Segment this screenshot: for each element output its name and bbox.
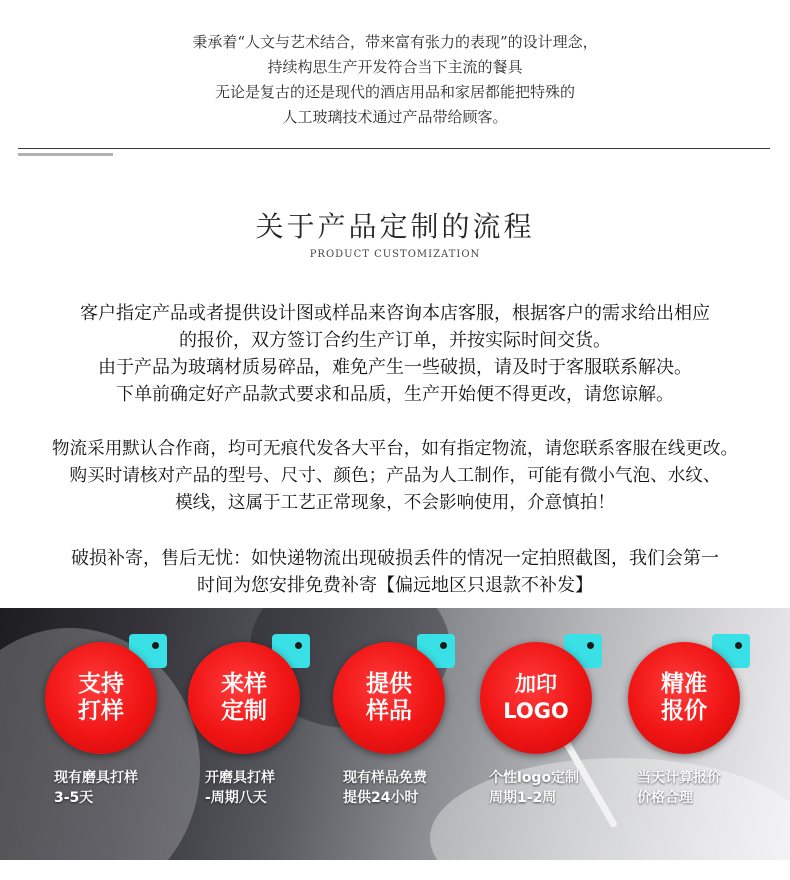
service-caption: 个性logo定制 周期1-2周: [489, 770, 580, 806]
service-badge-label: 提供 样品: [366, 671, 412, 724]
service-caption: 开磨具打样 -周期八天: [205, 770, 275, 806]
paragraph-line: 物流采用默认合作商，均可无痕代发各大平台，如有指定物流，请您联系客服在线更改。: [51, 439, 739, 459]
process-paragraph: [0, 300, 790, 408]
service-badge-label: 加印 LOGO: [503, 672, 569, 723]
paragraph-line: 的报价，双方签订合约生产订单，并按实际时间交货。: [179, 330, 611, 351]
paragraph-line: 破损补寄，售后无忧：如快递物流出现破损丢件的情况一定拍照截图，我们会第一: [71, 548, 719, 569]
services-banner: [0, 608, 790, 860]
divider-accent: [18, 153, 113, 156]
section-title: 关于产品定制的流程: [255, 210, 535, 243]
logistics-paragraph: [0, 436, 790, 517]
service-badge-custom: [188, 634, 308, 754]
intro-line: 持续构思生产开发符合当下主流的餐具: [267, 58, 523, 76]
divider-line: [18, 148, 770, 149]
paragraph-line: 购买时请核对产品的型号、尺寸、颜色；产品为人工制作，可能有微小气泡、水纹、: [69, 466, 721, 486]
service-badge-label: 来样 定制: [221, 671, 267, 724]
paragraph-line: 下单前确定好产品款式要求和品质，生产开始便不得更改，请您谅解。: [116, 384, 674, 405]
paragraph-line: 由于产品为玻璃材质易碎品，难免产生一些破损，请及时于客服联系解决。: [98, 357, 692, 378]
section-subtitle: PRODUCT CUSTOMIZATION: [309, 249, 481, 260]
service-badge-label: 支持 打样: [78, 671, 124, 724]
service-caption: 现有磨具打样 3-5天: [54, 770, 138, 806]
background-blur: [430, 758, 790, 860]
intro-line: 秉承着“人文与艺术结合，带来富有张力的表现”的设计理念，: [192, 33, 598, 51]
paragraph-line: 客户指定产品或者提供设计图或样品来咨询本店客服，根据客户的需求给出相应: [80, 303, 710, 324]
aftersales-paragraph: [0, 545, 790, 599]
service-badge-quote: [628, 634, 748, 754]
service-caption: 当天计算报价 价格合理: [637, 770, 721, 806]
service-badge-label: 精准 报价: [661, 671, 707, 724]
service-badge-logo: [480, 634, 600, 754]
paragraph-line: 时间为您安排免费补寄【偏远地区只退款不补发】: [197, 575, 593, 596]
service-badge-sampling: [45, 634, 165, 754]
intro-text: [0, 30, 790, 130]
paragraph-line: 模线，这属于工艺正常现象，不会影响使用，介意慎拍！: [175, 493, 615, 513]
intro-line: 无论是复古的还是现代的酒店用品和家居都能把特殊的: [214, 83, 575, 101]
service-caption: 现有样品免费 提供24小时: [343, 770, 427, 806]
intro-line: 人工玻璃技术通过产品带给顾客。: [282, 108, 508, 126]
service-badge-samples: [333, 634, 453, 754]
